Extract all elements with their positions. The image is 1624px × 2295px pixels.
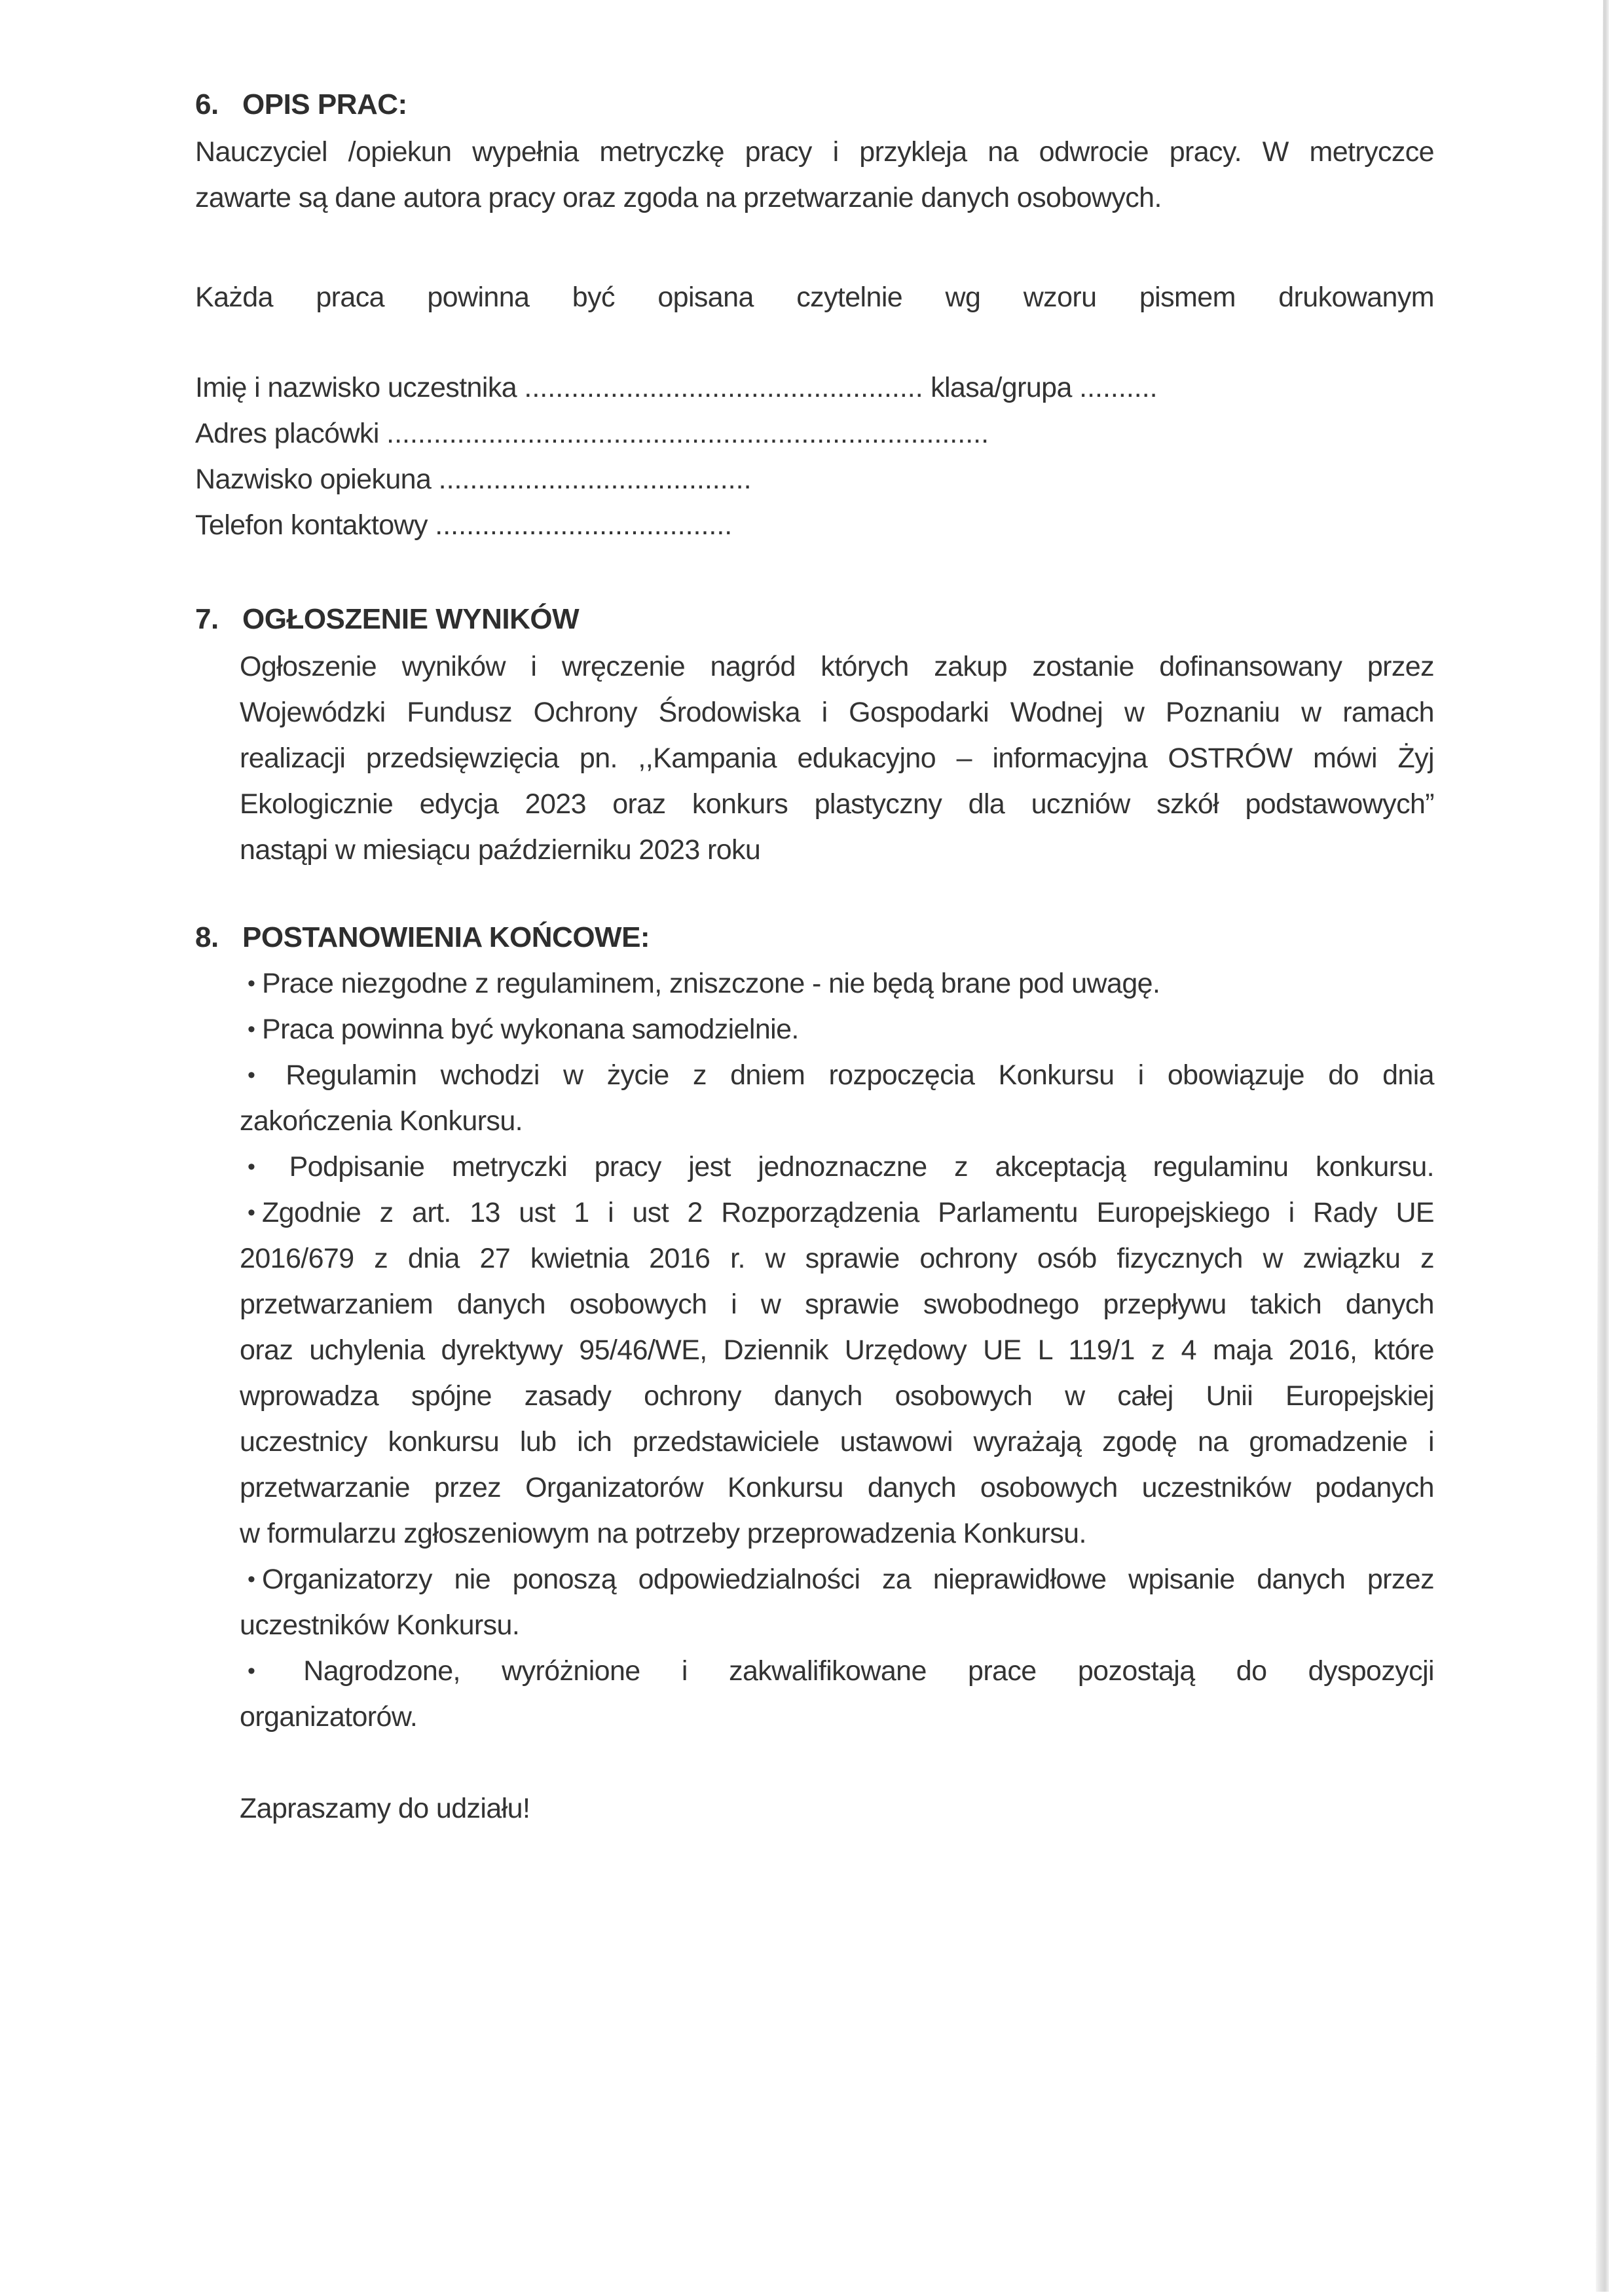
guardian-name-label: Nazwisko opiekuna xyxy=(195,464,432,495)
paragraph-line: Ekologicznie edycja 2023 oraz konkurs plastyczny dla uczniów szkół podstawowych” xyxy=(240,788,1434,820)
list-item xyxy=(248,1654,1434,1688)
section-6-heading xyxy=(195,88,407,122)
list-item-continuation: wprowadza spójne zasady ochrony danych osobowych w całej Unii Europejskiej xyxy=(240,1380,1434,1412)
section-title: OPIS PRAC: xyxy=(242,88,407,120)
section-number: 7. xyxy=(195,603,219,635)
list-item xyxy=(248,1562,1434,1596)
list-item-text: Nagrodzone, wyróżnione i zakwalifikowane prace pozostają do dyspozycji xyxy=(303,1655,1434,1687)
bullet-icon: • xyxy=(248,1200,255,1225)
form-row-phone xyxy=(195,508,732,542)
list-item-continuation: przetwarzanie przez Organizatorów Konkursu danych osobowych uczestników podanych xyxy=(240,1472,1434,1503)
paragraph-line: Ogłoszenie wyników i wręczenie nagród których zakup zostanie dofinansowany przez xyxy=(240,651,1434,682)
institution-address-label: Adres placówki xyxy=(195,418,379,449)
list-item xyxy=(248,1058,1434,1092)
section-8-heading xyxy=(195,921,650,955)
paragraph-line: zawarte są dane autora pracy oraz zgoda na przetwarzanie danych osobowych. xyxy=(195,182,1162,213)
section-title: POSTANOWIENIA KOŃCOWE: xyxy=(242,921,650,953)
bullet-icon: • xyxy=(248,1017,255,1042)
class-group-field[interactable]: .......... xyxy=(1079,372,1158,403)
participant-name-field[interactable]: ................................................... xyxy=(524,372,923,403)
paragraph-line: Nauczyciel /opiekun wypełnia metryczkę pracy i przykleja na odwrocie pracy. W metryczce xyxy=(195,136,1434,168)
list-item-text: Regulamin wchodzi w życie z dniem rozpoczęcia Konkursu i obowiązuje do dnia xyxy=(286,1059,1434,1091)
form-row-participant xyxy=(195,371,1158,405)
list-item-continuation: przetwarzaniem danych osobowych i w sprawie swobodnego przepływu takich danych xyxy=(240,1289,1434,1320)
list-item xyxy=(248,1012,799,1046)
bullet-icon: • xyxy=(248,971,255,996)
paragraph-line: Wojewódzki Fundusz Ochrony Środowiska i Gospodarki Wodnej w Poznaniu w ramach xyxy=(240,697,1434,728)
list-item-continuation: 2016/679 z dnia 27 kwietnia 2016 r. w sprawie ochrony osób fizycznych w związku z xyxy=(240,1243,1434,1274)
list-item-continuation: zakończenia Konkursu. xyxy=(240,1105,523,1137)
list-item-text: Prace niezgodne z regulaminem, zniszczone - nie będą brane pod uwagę. xyxy=(262,968,1160,999)
list-item-continuation: oraz uchylenia dyrektywy 95/46/WE, Dziennik Urzędowy UE L 119/1 z 4 maja 2016, które xyxy=(240,1334,1434,1366)
list-item-text: Organizatorzy nie ponoszą odpowiedzialności za nieprawidłowe wpisanie danych przez xyxy=(262,1564,1434,1595)
list-item-text: Zgodnie z art. 13 ust 1 i ust 2 Rozporządzenia Parlamentu Europejskiego i Rady UE xyxy=(262,1197,1434,1228)
closing-invitation: Zapraszamy do udziału! xyxy=(240,1793,530,1824)
contact-phone-field[interactable]: ...................................... xyxy=(435,509,733,541)
bullet-icon: • xyxy=(248,1659,255,1683)
participant-name-label: Imię i nazwisko uczestnika xyxy=(195,372,517,403)
form-row-guardian xyxy=(195,462,752,496)
list-item-text: Podpisanie metryczki pracy jest jednoznaczne z akceptacją regulaminu konkursu. xyxy=(289,1151,1434,1183)
guardian-name-field[interactable]: ........................................ xyxy=(438,464,752,495)
list-item-continuation: uczestnicy konkursu lub ich przedstawiciele ustawowi wyrażają zgodę na gromadzenie i xyxy=(240,1426,1434,1458)
list-item-continuation: uczestników Konkursu. xyxy=(240,1609,520,1641)
scan-edge-shadow xyxy=(1596,0,1609,2292)
paragraph-line: realizacji przedsięwzięcia pn. ,,Kampania edukacyjno – informacyjna OSTRÓW mówi Żyj xyxy=(240,743,1434,774)
section-number: 6. xyxy=(195,88,219,120)
contact-phone-label: Telefon kontaktowy xyxy=(195,509,428,541)
class-group-label: klasa/grupa xyxy=(931,372,1072,403)
list-item-text: Praca powinna być wykonana samodzielnie. xyxy=(262,1014,799,1045)
form-row-address xyxy=(195,416,989,450)
institution-address-field[interactable]: ............................................................................. xyxy=(386,418,989,449)
section-title: OGŁOSZENIE WYNIKÓW xyxy=(242,603,580,635)
bullet-icon: • xyxy=(248,1567,255,1592)
list-item-continuation: w formularzu zgłoszeniowym na potrzeby przeprowadzenia Konkursu. xyxy=(240,1518,1086,1549)
bullet-icon: • xyxy=(248,1154,255,1179)
list-item-continuation: organizatorów. xyxy=(240,1701,418,1733)
bullet-icon: • xyxy=(248,1063,255,1088)
section-number: 8. xyxy=(195,921,219,953)
paragraph-line: nastąpi w miesiącu październiku 2023 roku xyxy=(240,834,761,866)
section-7-heading xyxy=(195,602,579,636)
list-item xyxy=(248,1150,1434,1184)
list-item xyxy=(248,966,1160,1001)
list-item xyxy=(248,1196,1434,1230)
instruction-line: Każda praca powinna być opisana czytelnie wg wzoru pismem drukowanym xyxy=(195,282,1434,313)
